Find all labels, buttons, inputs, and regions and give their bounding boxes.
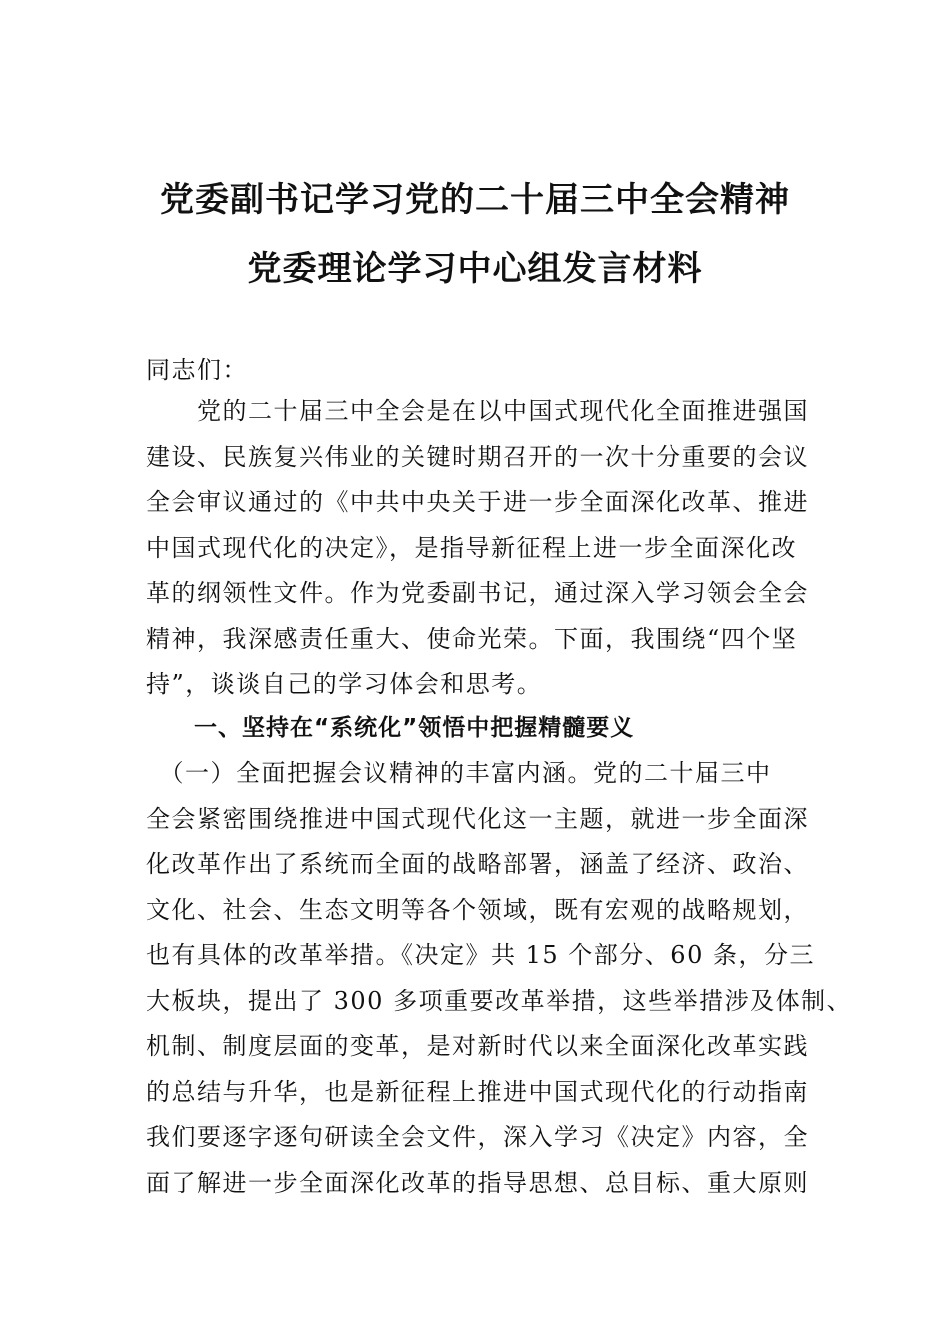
body-line: 建设、民族复兴伟业的关键时期召开的一次十分重要的会议 <box>146 442 809 471</box>
body-line: 革的纲领性文件。作为党委副书记，通过深入学习领会全会 <box>146 579 809 607</box>
body-line: 党的二十届三中全会是在以中国式现代化全面推进强国 <box>146 397 809 425</box>
body-line: 也有具体的改革举措。《决定》共 15 个部分、60 条，分三 <box>146 941 815 969</box>
document-title-line-1: 党委副书记学习党的二十届三中全会精神 <box>160 180 790 220</box>
section-heading-block <box>146 706 846 752</box>
section-paragraph <box>146 751 853 1206</box>
document-title-line-2: 党委理论学习中心组发言材料 <box>247 249 703 289</box>
body-line: （一）全面把握会议精神的丰富内涵。党的二十届三中 <box>146 759 772 787</box>
body-line: 我们要逐字逐句研读全会文件，深入学习《决定》内容，全 <box>146 1123 809 1151</box>
body-line: 化改革作出了系统而全面的战略部署，涵盖了经济、政治、 <box>146 850 809 878</box>
greeting: 同志们： <box>146 356 248 384</box>
intro-paragraph <box>146 389 846 708</box>
body-line: 持”，谈谈自己的学习体会和思考。 <box>146 670 543 698</box>
body-line: 精神，我深感责任重大、使命光荣。下面，我围绕“四个坚 <box>146 624 798 653</box>
body-line: 的总结与升华，也是新征程上推进中国式现代化的行动指南 <box>146 1077 809 1106</box>
body-line: 大板块，提出了 300 多项重要改革举措，这些举措涉及体制、 <box>146 986 853 1015</box>
body-line: 全会审议通过的《中共中央关于进一步全面深化改革、推进 <box>146 488 809 516</box>
body-line: 中国式现代化的决定》，是指导新征程上进一步全面深化改 <box>146 533 797 562</box>
body-line: 全会紧密围绕推进中国式现代化这一主题，就进一步全面深 <box>146 804 809 833</box>
body-line: 文化、社会、生态文明等各个领域，既有宏观的战略规划， <box>146 895 809 924</box>
body-line: 面了解进一步全面深化改革的指导思想、总目标、重大原则 <box>146 1168 809 1197</box>
section-heading: 一、坚持在“系统化”领悟中把握精髓要义 <box>194 715 635 741</box>
body-line: 机制、制度层面的变革，是对新时代以来全面深化改革实践 <box>146 1032 809 1060</box>
